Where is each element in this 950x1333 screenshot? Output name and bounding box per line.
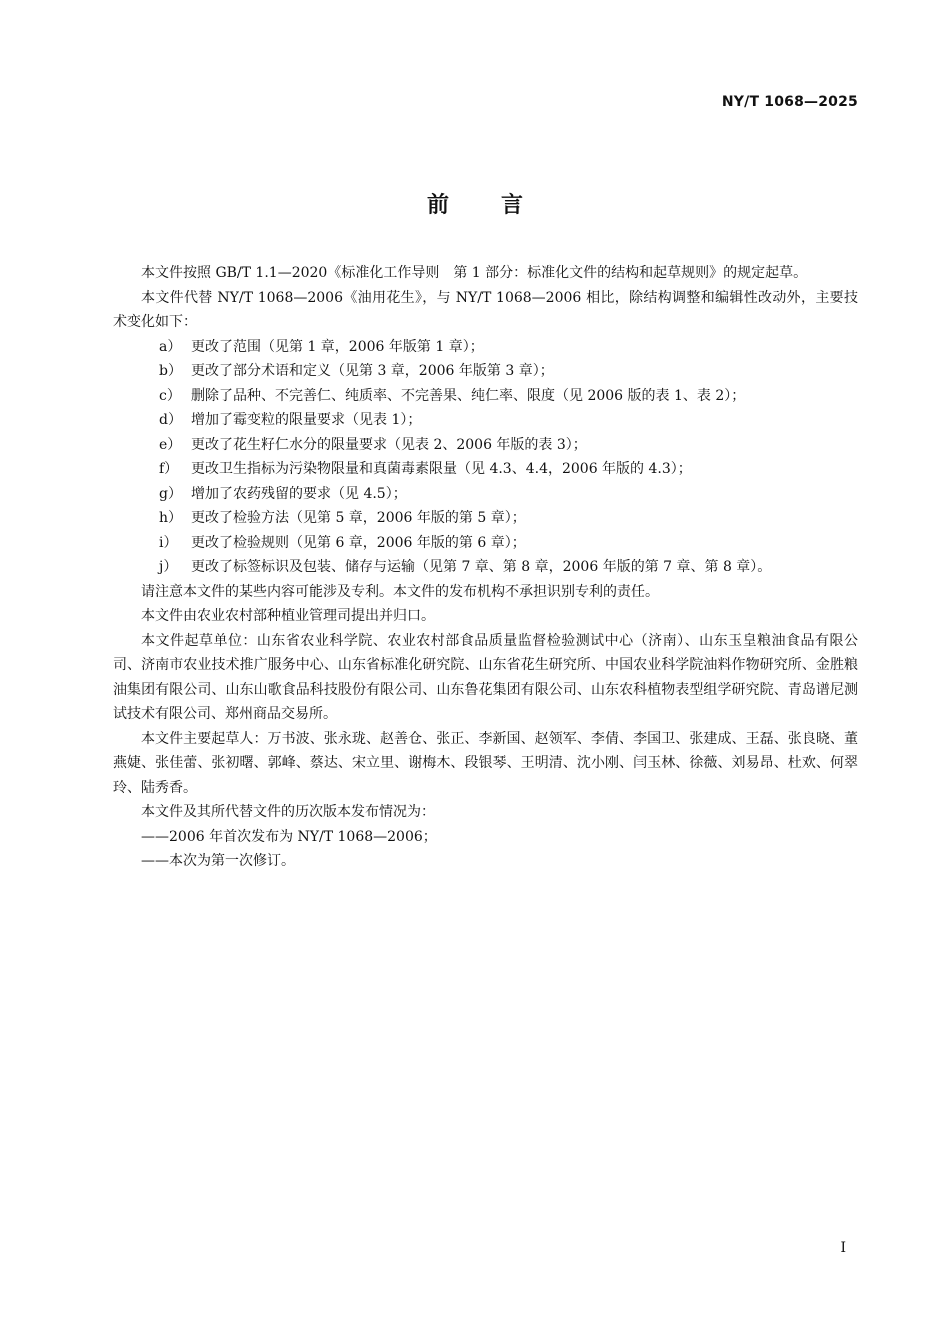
- list-item: [113, 555, 858, 580]
- title-char-2: 言: [501, 193, 524, 218]
- paragraph-drafting-units: 本文件起草单位：山东省农业科学院、农业农村部食品质量监督检验测试中心（济南）、山东玉皇粮油食品有限公司、济南市农业技术推广服务中心、山东省标准化研究院、山东省花生研究所、中国农业科学院油料作物研究所、金胜粮油集团有限公司、山东山歌食品科技股份有限公司、山东鲁花集团有限公司、山东农科植物表型组学研究院、青岛谱尼测试技术有限公司、郑州商品交易所。: [113, 632, 858, 722]
- list-label: c）: [159, 387, 181, 404]
- paragraph-replacement: 本文件代替 NY/T 1068—2006《油用花生》，与 NY/T 1068—2006 相比，除结构调整和编辑性改动外，主要技术变化如下：: [113, 289, 858, 330]
- list-label: d）: [159, 412, 182, 428]
- list-label: b）: [159, 363, 182, 379]
- list-label: f）: [159, 461, 179, 477]
- list-item: [113, 433, 858, 458]
- list-item: [113, 457, 858, 482]
- list-text: 更改卫生指标为污染物限量和真菌毒素限量（见 4.3、4.4，2006 年版的 4.3）；: [191, 461, 692, 477]
- list-label: i）: [159, 534, 178, 551]
- list-item: [113, 482, 858, 507]
- list-text: 更改了范围（见第 1 章，2006 年版第 1 章）；: [191, 338, 484, 355]
- list-label: h）: [159, 510, 183, 526]
- list-label: g）: [159, 485, 182, 502]
- page-number: I: [840, 1240, 846, 1256]
- list-text: 更改了检验规则（见第 6 章，2006 年版的第 6 章）；: [191, 534, 526, 551]
- list-item: [113, 531, 858, 556]
- title-char-1: 前: [426, 193, 449, 218]
- standard-code: NY/T 1068—2025: [721, 94, 858, 110]
- history-entry: ——2006 年首次发布为 NY/T 1068—2006；: [141, 828, 437, 845]
- list-text: 更改了检验方法（见第 5 章，2006 年版的第 5 章）；: [191, 510, 526, 526]
- page-title: [0, 188, 950, 219]
- list-item: [113, 335, 858, 360]
- list-text: 更改了花生籽仁水分的限量要求（见表 2、2006 年版的表 3）；: [191, 436, 587, 453]
- list-text: 增加了农药残留的要求（见 4.5）；: [191, 485, 407, 502]
- list-text: 删除了品种、不完善仁、纯质率、不完善果、纯仁率、限度（见 2006 版的表 1、表 2）；: [191, 387, 746, 404]
- list-item: [113, 359, 858, 384]
- list-label: a）: [159, 338, 182, 355]
- paragraph-proposer: 本文件由农业农村部种植业管理司提出并归口。: [141, 608, 435, 624]
- list-text: 更改了标签标识及包装、储存与运输（见第 7 章、第 8 章，2006 年版的第 7 章、第 8 章）。: [191, 559, 772, 575]
- list-item: [113, 384, 858, 409]
- list-item: [113, 408, 858, 433]
- paragraph-drafting-rules: 本文件按照 GB/T 1.1—2020《标准化工作导则 第 1 部分：标准化文件的结构和起草规则》的规定起草。: [141, 265, 808, 281]
- paragraph-patent-notice: 请注意本文件的某些内容可能涉及专利。本文件的发布机构不承担识别专利的责任。: [141, 583, 659, 600]
- list-text: 更改了部分术语和定义（见第 3 章，2006 年版第 3 章）；: [191, 363, 554, 379]
- list-label: e）: [159, 436, 182, 453]
- paragraph-drafters: 本文件主要起草人：万书波、张永珑、赵善仓、张正、李新国、赵领军、李倩、李国卫、张建成、王磊、张良晓、董燕婕、张佳蕾、张初曙、郭峰、蔡达、宋立里、谢梅木、段银琴、王明清、沈小刚、闫玉林、徐薇、刘易昂、杜欢、何翠玲、陆秀香。: [113, 730, 858, 796]
- paragraph-history-intro: 本文件及其所代替文件的历次版本发布情况为：: [141, 804, 435, 820]
- history-entry: ——本次为第一次修订。: [141, 853, 295, 869]
- foreword-body: [113, 261, 858, 874]
- list-item: [113, 506, 858, 531]
- list-text: 增加了霉变粒的限量要求（见表 1）；: [191, 412, 422, 428]
- list-label: j）: [159, 559, 178, 575]
